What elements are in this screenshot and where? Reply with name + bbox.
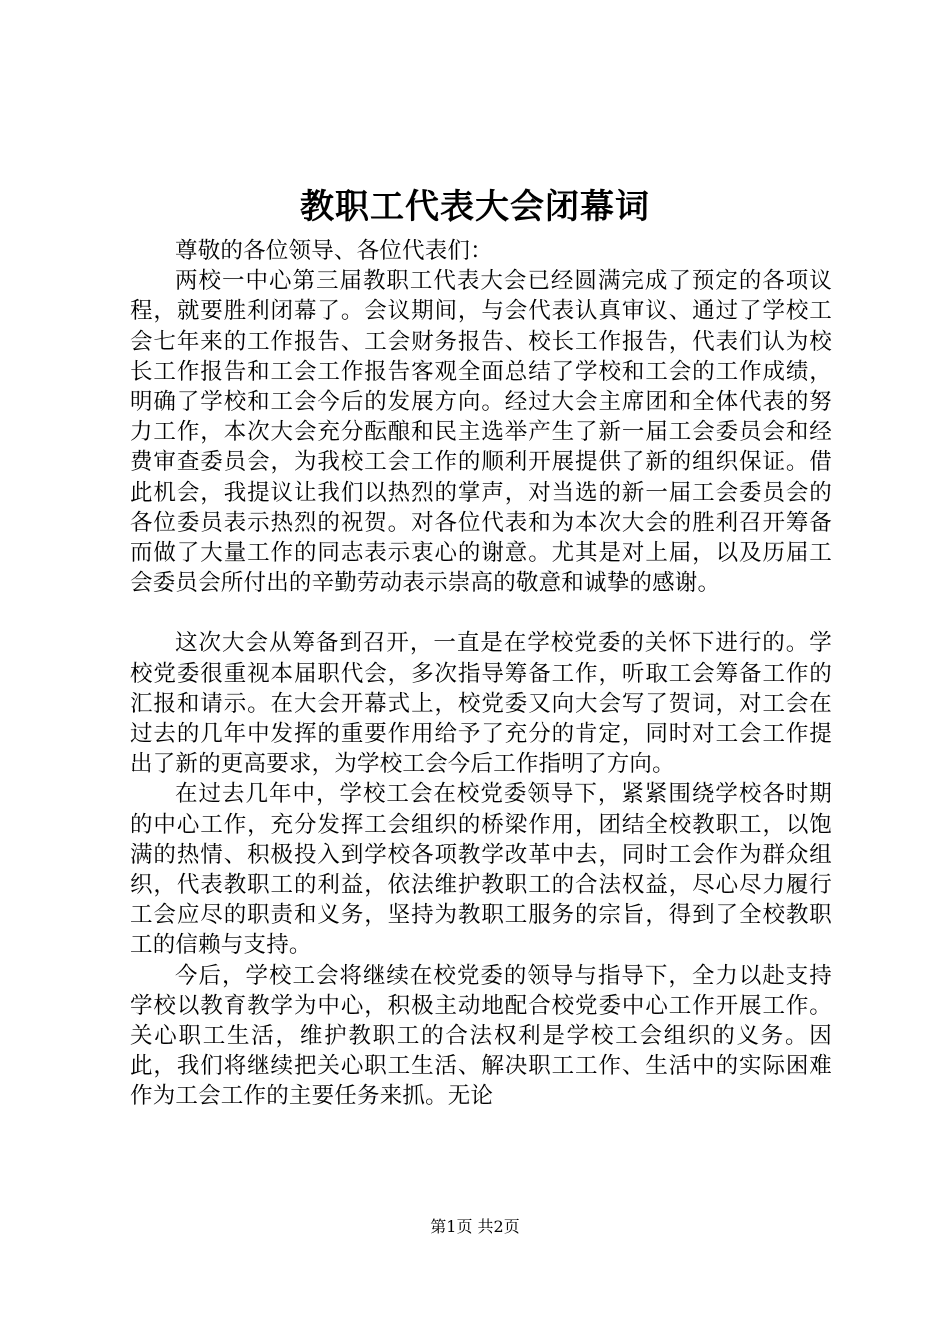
salutation: 尊敬的各位领导、各位代表们： (175, 238, 493, 264)
page-number-footer: 第1页 共2页 (430, 1217, 520, 1236)
document-title: 教职工代表大会闭幕词 (300, 187, 650, 227)
paragraph-1: 两校一中心第三届教职工代表大会已经圆满完成了预定的各项议程，就要胜利闭幕了。会议期间，与会代表认真审议、通过了学校工会七年来的工作报告、工会财务报告、校长工作报告，代表们认为校长工作报告和工会工作报告客观全面总结了学校和工会的工作成绩，明确了学校和工会今后的发展方向。经过大会主席团和全体代表的努力工作，本次大会充分酝酿和民主选举产生了新一届工会委员会和经费审查委员会，为我校工会工作的顺利开展提供了新的组织保证。借此机会，我提议让我们以热烈的掌声，对当选的新一届工会委员会的各位委员表示热烈的祝贺。对各位代表和为本次大会的胜利召开筹备而做了大量工作的同志表示衷心的谢意。尤其是对上届，以及历届工会委员会所付出的辛勤劳动表示崇高的敬意和诚挚的感谢。 (130, 268, 832, 597)
document-body (130, 236, 832, 1112)
paragraph-2: 这次大会从筹备到召开，一直是在学校党委的关怀下进行的。学校党委很重视本届职代会，多次指导筹备工作，听取工会筹备工作的汇报和请示。在大会开幕式上，校党委又向大会写了贺词，对工会在过去的几年中发挥的重要作用给予了充分的肯定，同时对工会工作提出了新的更高要求，为学校工会今后工作指明了方向。 (130, 630, 832, 778)
paragraph-4: 今后，学校工会将继续在校党委的领导与指导下，全力以赴支持学校以教育教学为中心，积极主动地配合校党委中心工作开展工作。关心职工生活，维护教职工的合法权利是学校工会组织的义务。因此，我们将继续把关心职工生活、解决职工工作、生活中的实际困难作为工会工作的主要任务来抓。无论 (130, 962, 832, 1110)
paragraph-3: 在过去几年中，学校工会在校党委领导下，紧紧围绕学校各时期的中心工作，充分发挥工会组织的桥梁作用，团结全校教职工，以饱满的热情、积极投入到学校各项教学改革中去，同时工会作为群众组织，代表教职工的利益，依法维护教职工的合法权益，尽心尽力履行工会应尽的职责和义务，坚持为教职工服务的宗旨，得到了全校教职工的信赖与支持。 (130, 781, 832, 959)
